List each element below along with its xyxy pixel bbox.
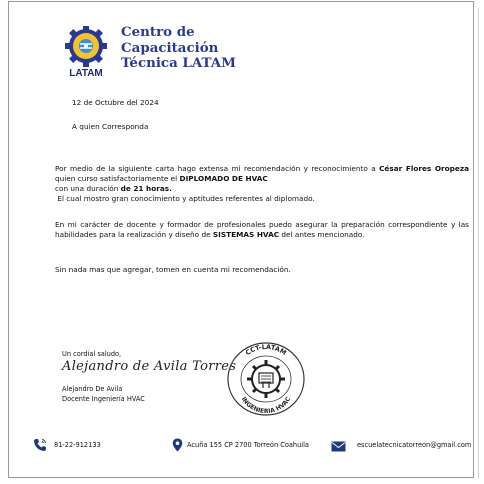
footer-address: Acuña 155 CP 2700 Torreón Coahuila [187,441,309,449]
signer-title: Docente Ingeniería HVAC [62,394,145,403]
paragraph-closing: Sin nada mas que agregar, tomen en cuenta mi recomendación. [55,265,291,274]
p2-pre: En mi carácter de docente y formador de profesionales puedo asegurar la preparación correspondiente y las habilidades para la realización y diseño de [55,220,469,239]
signer-name: Alejandro De Avila [62,385,123,393]
svg-text:CCT-LATAM [244,343,288,357]
seal-gear-icon [247,360,285,398]
seal-top-text: CCT-LATAM [244,342,288,357]
p2-bold: SISTEMAS HVAC [212,230,280,239]
location-pin-icon [172,438,183,452]
p1-extra: El cual mostro gran conocimiento y aptitudes referentes al diplomado. [57,194,315,203]
p2-post: del antes mencionado. [279,230,365,239]
p1-intro: Por medio de la siguiente carta hago extensa mi recomendación y reconocimiento a [55,164,376,173]
organization-name [121,25,236,72]
svg-text:INGENIERIA HVAC [240,395,293,415]
signature: Alejandro de Avila Torres [62,359,237,374]
org-name-line3: Técnica LATAM [121,55,236,71]
phone-icon [33,438,47,452]
closing-text: Un cordial saludo, [62,350,122,358]
signer-block [62,385,145,404]
seal-stamp [222,335,310,417]
letter-date: 12 de Octubre del 2024 [72,98,159,107]
footer-phone: 81-22-912133 [54,441,101,449]
right-divider [478,8,479,478]
org-name-line1: Centro de [121,24,195,40]
paragraph-recommendation [55,164,469,204]
org-name-line2: Capacitación [121,39,219,56]
footer-email[interactable]: escuelatecnicatorreon@gmail.com [357,441,472,449]
p1-mid: quien curso satisfactoriamente el [55,174,180,183]
letter-salutation: A quien Corresponda [72,122,149,131]
envelope-icon [331,441,346,452]
paragraph-skills [55,220,469,240]
course-name: DIPLOMADO DE HVAC [179,174,268,183]
course-duration: de 21 horas. [120,184,172,193]
logo-text: LATAM [69,68,103,78]
student-name: César Flores Oropeza [379,164,469,173]
p1-duration-pre: con una duración [55,184,121,193]
seal-bottom-text: INGENIERIA HVAC [239,395,293,416]
gear-logo-icon [60,26,112,78]
